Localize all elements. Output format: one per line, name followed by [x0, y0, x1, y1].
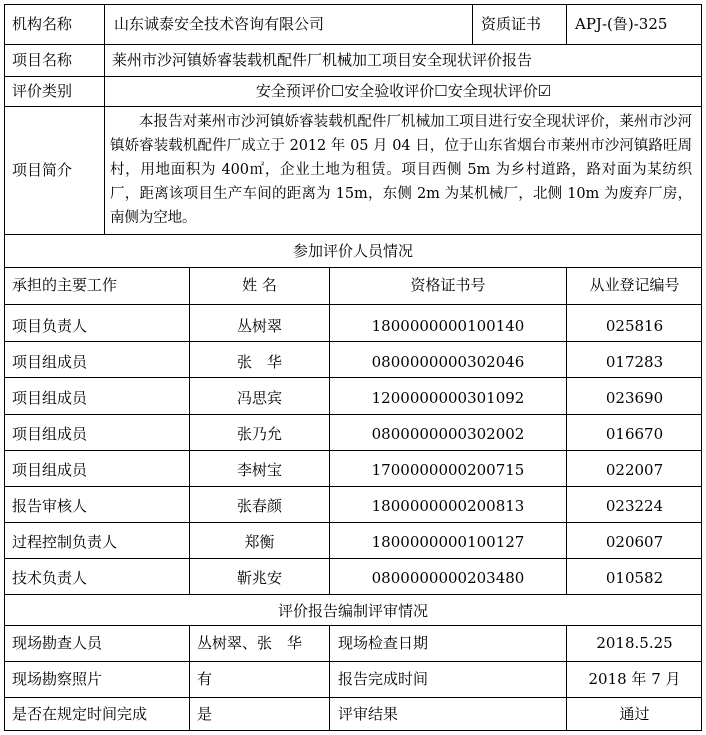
cert-label: 资质证书	[481, 15, 542, 33]
row-divider	[4, 697, 702, 698]
row-divider	[4, 414, 702, 415]
person-role: 技术负责人	[12, 569, 88, 587]
col-divider	[329, 625, 330, 731]
col-divider	[104, 4, 105, 234]
person-role: 项目组成员	[12, 353, 88, 371]
person-reg: 017283	[605, 353, 664, 371]
evaluation-type-label: 评价类别	[12, 82, 73, 100]
row-divider	[4, 341, 702, 342]
row-divider	[4, 558, 702, 559]
review-label: 是否在规定时间完成	[12, 705, 148, 723]
review-value: 2018 年 7 月	[588, 670, 681, 688]
row-divider	[4, 106, 702, 107]
person-cert: 0800000000203480	[371, 569, 525, 587]
row-divider	[4, 594, 702, 595]
review-value: 是	[197, 705, 213, 723]
project-intro-label: 项目简介	[12, 161, 73, 179]
person-cert: 0800000000302002	[371, 425, 525, 443]
review-label: 现场勘查人员	[12, 634, 103, 652]
person-role: 项目负责人	[12, 317, 88, 335]
cert-number: APJ-(鲁)-325	[575, 15, 668, 33]
person-reg: 025816	[605, 317, 664, 335]
person-role: 项目组成员	[12, 425, 88, 443]
review-value: 有	[197, 670, 213, 688]
review-value: 丛树翠、张 华	[197, 634, 303, 652]
person-reg: 023224	[605, 497, 664, 515]
project-intro-text: 本报告对莱州市沙河镇娇睿装载机配件厂机械加工项目进行安全现状评价，莱州市沙河镇娇睿装载机配件厂成立于 2012 年 05 月 04 日，位于山东省烟台市莱州市沙河镇路旺周村，用地面积为 400㎡，企业土地为租赁。项目西侧 5m 为乡村道路，路对面为某纺织厂，距离该项目生产车间的距离为 15m，东侧 2m 为某机械厂，北侧 10m 为废弃厂房，南侧为空地。	[110, 114, 692, 226]
row-divider	[4, 522, 702, 523]
project-name-label: 项目名称	[12, 51, 73, 69]
review-label: 现场检查日期	[338, 634, 429, 652]
col-header-name: 姓 名	[242, 276, 277, 294]
person-name: 张春颜	[236, 497, 282, 515]
row-divider	[4, 76, 702, 77]
personnel-section-title: 参加评价人员情况	[292, 242, 413, 260]
col-header-reg: 从业登记编号	[589, 276, 680, 294]
review-label: 现场勘察照片	[12, 670, 103, 688]
col-header-cert: 资格证书号	[410, 276, 486, 294]
row-divider	[4, 44, 702, 45]
person-role: 过程控制负责人	[12, 533, 118, 551]
review-value: 2018.5.25	[596, 634, 673, 652]
person-role: 项目组成员	[12, 389, 88, 407]
person-reg: 023690	[605, 389, 664, 407]
row-divider	[4, 486, 702, 487]
person-name: 郑衡	[244, 533, 275, 551]
review-label: 评审结果	[338, 705, 399, 723]
person-cert: 1800000000100127	[371, 533, 525, 551]
person-reg: 010582	[605, 569, 664, 587]
row-divider	[4, 625, 702, 626]
person-cert: 1800000000100140	[371, 317, 525, 335]
person-name: 丛树翠	[236, 317, 282, 335]
row-divider	[4, 267, 702, 268]
col-divider	[566, 4, 567, 44]
project-name: 莱州市沙河镇娇睿装载机配件厂机械加工项目安全现状评价报告	[112, 51, 533, 69]
person-cert: 1700000000200715	[371, 461, 525, 479]
row-divider	[4, 661, 702, 662]
person-name: 靳兆安	[236, 569, 282, 587]
person-reg: 020607	[605, 533, 664, 551]
person-cert: 1800000000200813	[371, 497, 525, 515]
col-divider	[472, 4, 473, 44]
review-section-title: 评价报告编制评审情况	[277, 602, 428, 620]
person-name: 张乃允	[236, 425, 282, 443]
org-name: 山东诚泰安全技术咨询有限公司	[114, 15, 325, 33]
person-role: 报告审核人	[12, 497, 88, 515]
col-divider	[189, 625, 190, 731]
person-cert: 1200000000301092	[371, 389, 525, 407]
col-header-role: 承担的主要工作	[12, 276, 118, 294]
row-divider	[4, 234, 702, 235]
review-value: 通过	[619, 705, 650, 723]
person-cert: 0800000000302046	[371, 353, 525, 371]
person-reg: 022007	[605, 461, 664, 479]
row-divider	[4, 304, 702, 305]
person-role: 项目组成员	[12, 461, 88, 479]
org-label: 机构名称	[12, 15, 73, 33]
review-label: 报告完成时间	[338, 670, 429, 688]
person-name: 李树宝	[236, 461, 282, 479]
evaluation-type-options: 安全预评价☐安全验收评价☐安全现状评价☑	[255, 82, 552, 100]
row-divider	[4, 450, 702, 451]
person-name: 张 华	[236, 353, 282, 371]
person-name: 冯思宾	[236, 389, 282, 407]
person-reg: 016670	[605, 425, 664, 443]
row-divider	[4, 377, 702, 378]
